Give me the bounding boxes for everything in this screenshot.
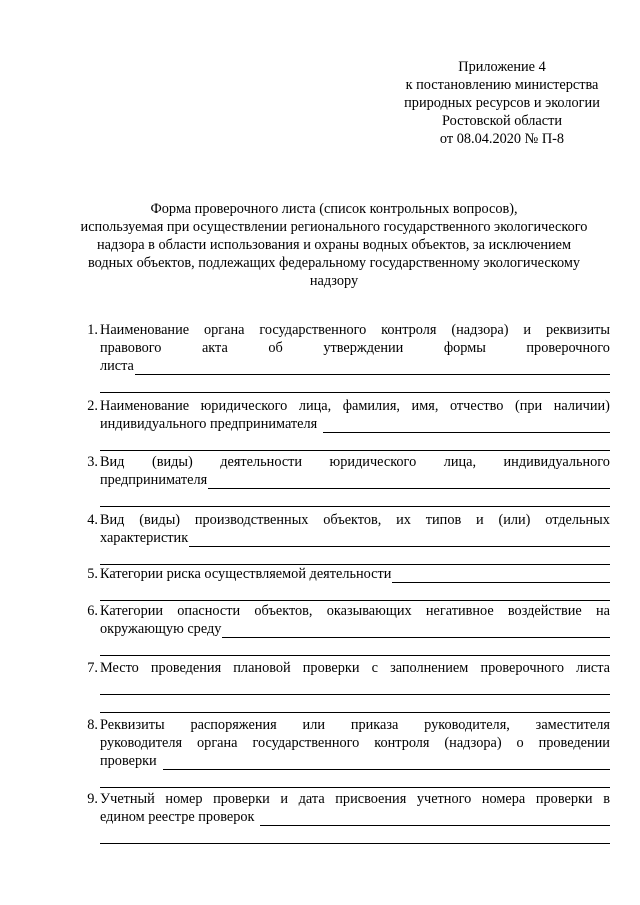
answer-line[interactable]	[100, 433, 610, 451]
appendix-line: к постановлению министерства	[405, 77, 599, 93]
appendix-header	[380, 58, 624, 148]
word: Реквизиты	[100, 717, 165, 733]
words-line	[100, 602, 610, 620]
word: (или)	[498, 512, 531, 528]
words-line	[100, 790, 610, 808]
appendix-line: от 08.04.2020 № П-8	[439, 131, 565, 147]
word: их	[396, 512, 411, 528]
word: проверки	[213, 791, 270, 807]
words-line	[100, 397, 610, 415]
answer-field[interactable]	[323, 418, 610, 433]
item-text: листа	[100, 358, 134, 374]
word: проверочного	[480, 660, 564, 676]
answer-line[interactable]	[100, 583, 610, 601]
words-line	[100, 453, 610, 471]
answer-line[interactable]	[100, 547, 610, 565]
words-line	[100, 321, 610, 339]
answer-line[interactable]	[100, 826, 610, 844]
word: акта	[201, 340, 228, 356]
word: проверки	[302, 660, 360, 676]
word: распоряжения	[190, 717, 277, 733]
word: индивидуального	[503, 454, 610, 470]
word: государственного	[252, 735, 360, 751]
word: в	[603, 791, 610, 807]
word: лица,	[298, 398, 332, 414]
words-line	[100, 659, 610, 677]
word: органа	[203, 322, 245, 338]
word: (при	[515, 398, 543, 414]
word: воздействие	[507, 603, 582, 619]
answer-line[interactable]	[100, 375, 610, 393]
word: проведения	[150, 660, 222, 676]
word: отчество	[449, 398, 504, 414]
item-number: 5.	[87, 566, 98, 582]
word: номера	[481, 791, 526, 807]
answer-line[interactable]	[100, 677, 610, 695]
word: об	[268, 340, 283, 356]
item-number: 8.	[87, 717, 98, 733]
word: на	[595, 603, 610, 619]
appendix-line: природных ресурсов и экологии	[404, 95, 600, 111]
item-number: 2.	[87, 398, 98, 414]
item-number: 9.	[87, 791, 98, 807]
word: Учетный	[100, 791, 155, 807]
word: учетного	[416, 791, 472, 807]
title-line: надзора в области использования и охраны водных объектов, за исключением	[96, 237, 572, 253]
word: отдельных	[545, 512, 610, 528]
word: заместителя	[535, 717, 610, 733]
word: деятельности	[220, 454, 303, 470]
item-text: проверки	[100, 753, 157, 769]
word: контроля	[374, 735, 430, 751]
word: правового	[100, 340, 162, 356]
item-text: едином реестре проверок	[100, 809, 255, 825]
word: оказывающих	[326, 603, 412, 619]
item-text: предпринимателя	[100, 472, 208, 488]
title-line: водных объектов, подлежащих федеральному государственному экологическому	[87, 255, 581, 271]
word: Наименование	[100, 398, 190, 414]
word: заполнением	[390, 660, 469, 676]
word: Вид	[100, 454, 125, 470]
answer-line[interactable]	[100, 489, 610, 507]
appendix-line: Приложение 4	[458, 59, 546, 75]
answer-field[interactable]	[135, 360, 610, 375]
answer-field[interactable]	[163, 755, 610, 770]
word: или	[302, 717, 325, 733]
word: опасности	[177, 603, 241, 619]
word: реквизиты	[545, 322, 610, 338]
title-line: Форма проверочного листа (список контрольных вопросов),	[150, 201, 518, 217]
word: руководителя	[100, 735, 183, 751]
word: о	[516, 735, 524, 751]
answer-line[interactable]	[100, 638, 610, 656]
word: юридического	[329, 454, 417, 470]
words-line	[100, 716, 610, 734]
title-line: используемая при осуществлении регионального государственного экологического	[80, 219, 588, 235]
item-text: характеристик	[100, 530, 189, 546]
word: имя,	[411, 398, 439, 414]
answer-line[interactable]	[100, 770, 610, 788]
word: и	[476, 512, 484, 528]
answer-field[interactable]	[222, 623, 610, 638]
word: юридического	[200, 398, 288, 414]
word: проведении	[538, 735, 610, 751]
word: листа	[576, 660, 610, 676]
answer-field[interactable]	[208, 474, 610, 489]
word: контроля	[381, 322, 437, 338]
word: объектов,	[254, 603, 313, 619]
word: плановой	[233, 660, 291, 676]
word: присвоения	[335, 791, 407, 807]
item-number: 4.	[87, 512, 98, 528]
word: с	[371, 660, 378, 676]
word: (виды)	[139, 512, 181, 528]
answer-field[interactable]	[392, 568, 610, 583]
answer-line[interactable]	[100, 695, 610, 713]
item-text: Категории риска осуществляемой деятельности	[100, 566, 392, 582]
word: Наименование	[100, 322, 190, 338]
word: негативное	[425, 603, 494, 619]
word: и	[280, 791, 289, 807]
word: и	[523, 322, 532, 338]
word: типов	[425, 512, 462, 528]
words-line	[100, 511, 610, 529]
word: (виды)	[151, 454, 193, 470]
words-line	[100, 339, 610, 357]
word: приказа	[350, 717, 399, 733]
words-line	[100, 734, 610, 752]
word: Категории	[100, 603, 164, 619]
word: дата	[298, 791, 325, 807]
word: Вид	[100, 512, 125, 528]
word: (надзора)	[451, 322, 509, 338]
word: фамилия,	[342, 398, 400, 414]
appendix-line: Ростовской области	[441, 113, 563, 129]
answer-field[interactable]	[260, 811, 610, 826]
word: проверочного	[526, 340, 610, 356]
word: лица,	[443, 454, 477, 470]
item-number: 1.	[87, 322, 98, 338]
word: руководителя,	[424, 717, 510, 733]
item-number: 7.	[87, 660, 98, 676]
word: наличии)	[553, 398, 610, 414]
item-text: индивидуального предпринимателя	[100, 416, 318, 432]
item-text: окружающую среду	[100, 621, 222, 637]
word: органа	[197, 735, 238, 751]
answer-field[interactable]	[189, 532, 610, 547]
word: проверки	[535, 791, 593, 807]
word: (надзора)	[444, 735, 502, 751]
item-number: 6.	[87, 603, 98, 619]
item-number: 3.	[87, 454, 98, 470]
word: объектов,	[323, 512, 382, 528]
word: утверждении	[323, 340, 404, 356]
word: Место	[100, 660, 139, 676]
title-line: надзору	[309, 273, 359, 289]
word: производственных	[194, 512, 309, 528]
word: номер	[165, 791, 203, 807]
word: формы	[443, 340, 486, 356]
word: государственного	[259, 322, 367, 338]
form-title	[60, 200, 608, 290]
